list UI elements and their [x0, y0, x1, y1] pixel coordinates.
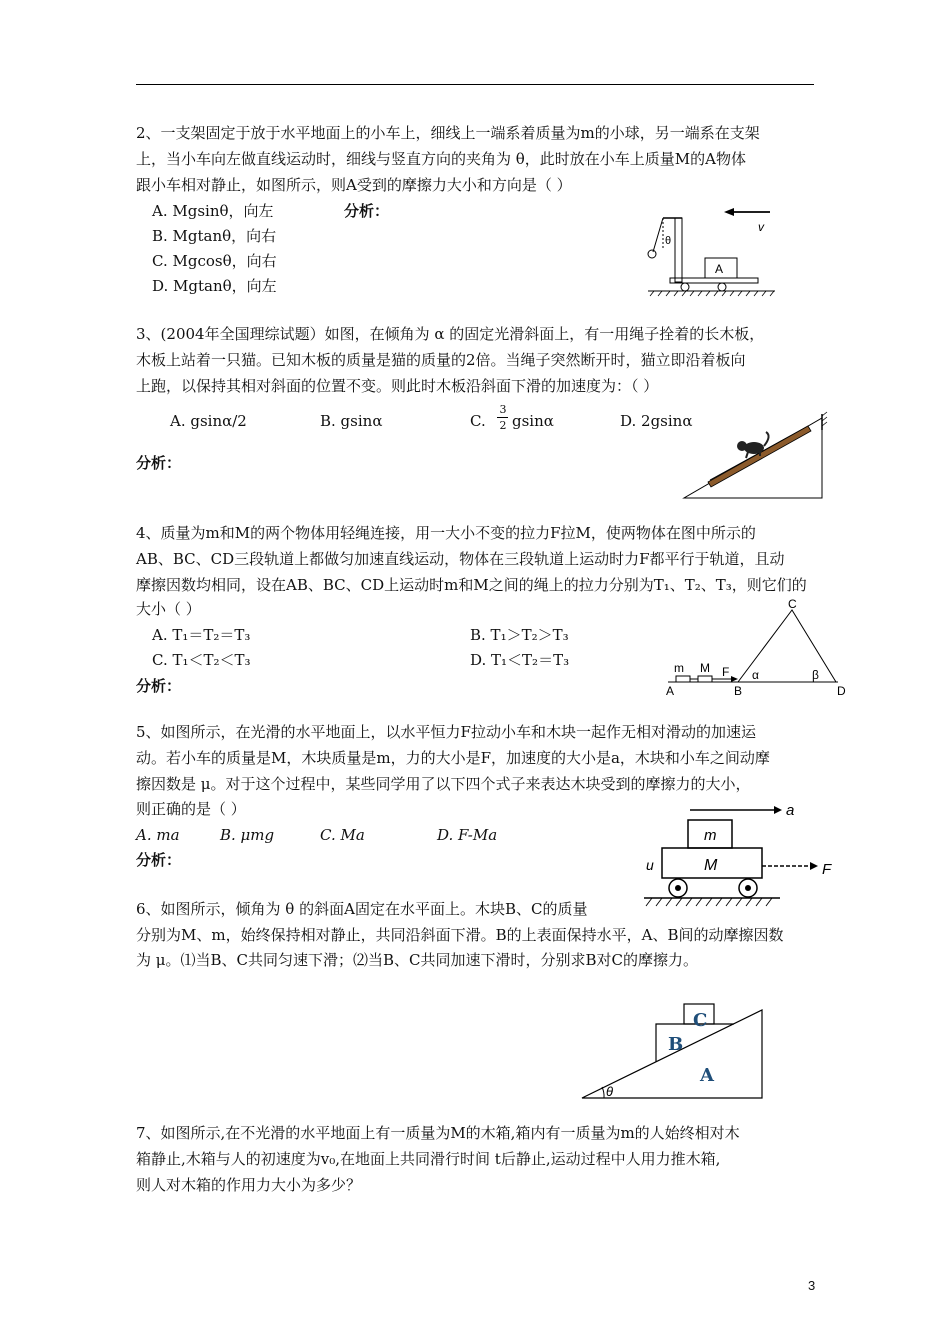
q2-option-b: B. Mgtanθ，向右 — [152, 227, 277, 245]
q3-fraction-denominator: 2 — [499, 419, 507, 432]
force-arrowhead — [810, 862, 818, 870]
q2-option-c: C. Mgcosθ，向右 — [152, 252, 277, 270]
block-big-m — [698, 676, 712, 682]
wheel-left-hub — [675, 885, 681, 891]
label-m: m — [704, 827, 717, 844]
label-f: F — [722, 665, 730, 679]
q5-option-a: A. ma — [136, 826, 180, 844]
label-theta: θ — [606, 1084, 614, 1099]
q3-fraction-numerator: 3 — [499, 403, 507, 416]
q5-stem-line-1: 5、如图所示，在光滑的水平地面上，以水平恒力F拉动小车和木块一起作无相对滑动的加速运 — [136, 723, 756, 741]
acceleration-arrowhead — [774, 806, 782, 814]
q3-stem-line-3: 上跑，以保持其相对斜面的位置不变。则此时木板沿斜面下滑的加速度为：（ ） — [136, 377, 659, 395]
label-m: m — [674, 661, 684, 675]
ground-hatch — [650, 291, 774, 296]
q4-option-b: B. T₁＞T₂＞T₃ — [470, 626, 569, 644]
velocity-arrowhead — [724, 208, 734, 216]
force-arrowhead — [731, 676, 738, 682]
q4-stem-line-2: AB、BC、CD三段轨道上都做匀加速直线运动，物体在三段轨道上运动时力F都平行于轨道，且动 — [136, 550, 785, 568]
label-alpha: α — [752, 668, 759, 682]
label-beta: β — [812, 668, 819, 682]
q2-stem-line-3: 跟小车相对静止，如图所示，则A受到的摩擦力大小和方向是（ ） — [136, 176, 572, 194]
q3-option-d: D. 2gsinα — [620, 412, 693, 430]
q6-incline-figure — [578, 1000, 768, 1102]
label-c: C — [693, 1010, 708, 1031]
q7-stem-line-2: 箱静止,木箱与人的初速度为v₀,在地面上共同滑行时间 t后静止,运动过程中人用力推木箱, — [136, 1150, 721, 1168]
q4-track-figure — [660, 598, 850, 700]
label-a: A — [700, 1065, 714, 1086]
wooden-board — [708, 426, 811, 487]
q5-analysis-label: 分析： — [136, 851, 182, 869]
q4-stem-line-1: 4、质量为m和M的两个物体用轻绳连接，用一大小不变的拉力F拉M，使两物体在图中所示的 — [136, 524, 756, 542]
q5-option-b: B. μmg — [220, 826, 275, 844]
q4-analysis-label: 分析： — [136, 677, 182, 695]
q5-cart-figure — [640, 800, 840, 912]
label-a: A — [666, 684, 675, 698]
support-post — [675, 218, 682, 282]
theta-arc — [602, 1087, 604, 1098]
label-big-m: M — [700, 661, 710, 675]
q3-fraction-bar — [497, 417, 508, 418]
q5-option-d: D. F-Ma — [437, 826, 498, 844]
q4-option-a: A. T₁＝T₂＝T₃ — [152, 626, 251, 644]
label-c: C — [788, 597, 797, 611]
q3-option-b: B. gsinα — [320, 412, 383, 430]
wheel-right — [718, 283, 726, 291]
q3-incline-figure — [680, 410, 830, 502]
ground-hatch — [646, 898, 772, 906]
q2-stem-line-1: 2、一支架固定于放于水平地面上的小车上，细线上一端系着质量为m的小球，另一端系在支架 — [136, 124, 760, 142]
block-m — [676, 676, 690, 682]
label-b: B — [734, 684, 743, 698]
label-b: B — [668, 1034, 684, 1055]
page-number: 3 — [808, 1278, 816, 1293]
label-u: u — [646, 857, 654, 873]
q2-analysis-label: 分析： — [344, 202, 390, 220]
block-a-label: A — [715, 262, 724, 276]
q5-stem-line-2: 动。若小车的质量是M，木块质量是m，力的大小是F，加速度的大小是a，木块和小车之间动摩 — [136, 749, 770, 767]
velocity-label: v — [758, 220, 764, 234]
q2-cart-figure — [640, 200, 790, 300]
q3-analysis-label: 分析： — [136, 454, 182, 472]
q6-stem-line-3: 为 μ。⑴当B、C共同匀速下滑；⑵当B、C共同加速下滑时，分别求B对C的摩擦力。 — [136, 951, 699, 969]
string — [653, 218, 663, 252]
q5-stem-line-3: 擦因数是 μ。对于这个过程中，某些同学用了以下四个式子来表达木块受到的摩擦力的大小， — [136, 775, 751, 793]
label-f: F — [822, 861, 832, 878]
label-big-m: M — [704, 857, 718, 874]
q3-option-c-label: C. — [470, 412, 486, 430]
wheel-right-hub — [745, 885, 751, 891]
q2-stem-line-2: 上，当小车向左做直线运动时，细线与竖直方向的夹角为 θ，此时放在小车上质量M的A物体 — [136, 150, 746, 168]
q4-stem-line-4: 大小（ ） — [136, 600, 201, 618]
q2-option-a: A. Mgsinθ，向左 — [152, 202, 274, 220]
q6-stem-line-1: 6、如图所示，倾角为 θ 的斜面A固定在水平面上。木块B、C的质量 — [136, 900, 588, 918]
q3-option-a: A. gsinα/2 — [170, 412, 247, 430]
header-rule — [136, 84, 814, 85]
cart-body — [670, 278, 758, 283]
q3-stem-line-1: 3、(2004年全国理综试题）如图，在倾角为 α 的固定光滑斜面上，有一用绳子拴着的长木板， — [136, 325, 765, 343]
q3-stem-line-2: 木板上站着一只猫。已知木板的质量是猫的质量的2倍。当绳子突然断开时，猫立即沿着板向 — [136, 351, 746, 369]
q7-stem-line-3: 则人对木箱的作用力大小为多少？ — [136, 1176, 362, 1194]
label-a: a — [786, 802, 795, 819]
q5-stem-line-4: 则正确的是（ ） — [136, 800, 246, 818]
wheel-left — [681, 283, 689, 291]
ball — [648, 250, 656, 258]
q6-stem-line-2: 分别为M、m，始终保持相对静止，共同沿斜面下滑。B的上表面保持水平，A、B间的动摩擦因数 — [136, 926, 784, 944]
q4-stem-line-3: 摩擦因数均相同，设在AB、BC、CD上运动时m和M之间的绳上的拉力分别为T₁、T₂、T₃，则它们的 — [136, 576, 807, 594]
q2-option-d: D. Mgtanθ，向左 — [152, 277, 277, 295]
q5-option-c: C. Ma — [320, 826, 365, 844]
label-d: D — [837, 684, 846, 698]
q7-stem-line-1: 7、如图所示,在不光滑的水平地面上有一质量为M的木箱,箱内有一质量为m的人始终相对木 — [136, 1124, 740, 1142]
q4-option-d: D. T₁＜T₂＝T₃ — [470, 651, 570, 669]
q3-option-c-value: gsinα — [512, 412, 554, 430]
q4-option-c: C. T₁＜T₂＜T₃ — [152, 651, 251, 669]
theta-label: θ — [665, 235, 672, 247]
